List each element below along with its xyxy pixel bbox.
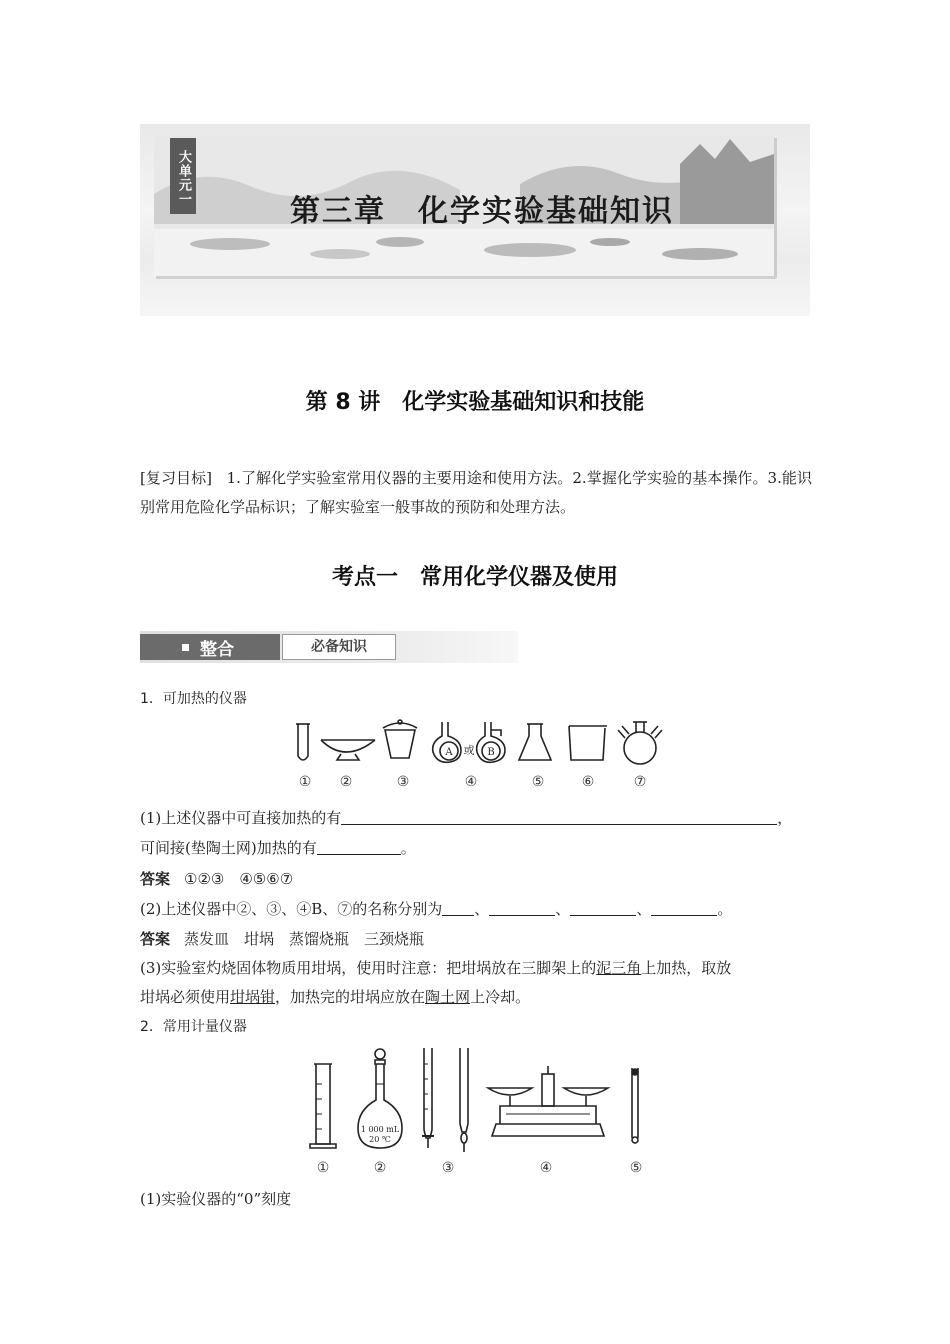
base-burette-icon [460,1048,468,1152]
question-2 [140,899,732,919]
instrument-number: ② [373,1160,387,1176]
answer-label: 答案 [140,870,171,888]
three-neck-flask-icon [618,722,662,764]
instrument-number: ③ [441,1160,455,1176]
instrument-number: ④ [464,774,478,790]
review-objectives [140,464,812,522]
square-bullet-icon [182,644,189,651]
question-text: (2)上述仪器中②、③、④B、⑦的名称分别为 [140,900,443,918]
question-1-line-1 [140,808,792,828]
acid-burette-icon [422,1048,434,1148]
question-text: 上冷却。 [470,988,531,1006]
question-text: 坩埚必须使用 [140,988,231,1006]
underlined-answer: 陶土网 [425,988,471,1006]
instrument-number: ④ [539,1160,553,1176]
crucible-icon [383,720,417,758]
graduated-cylinder-icon [310,1064,336,1148]
instrument-number: ⑥ [581,774,595,790]
objective-text: 1.了解化学实验室常用仪器的主要用途和使用方法。2.掌握化学实验的基本操作。3.能识别常用危险化学品标识；了解实验室一般事故的预防和处理方法。 [140,469,812,516]
instrument-number: ⑤ [531,774,545,790]
underlined-answer: 泥三角 [596,959,642,977]
flask-b-label: B [487,747,495,758]
question-text: 上加热，取放 [641,959,732,977]
instrument-number: ① [316,1160,330,1176]
answer-label: 答案 [140,930,171,948]
tag-main-label: 整合 [200,640,234,660]
beaker-icon [569,726,607,760]
instrument-number: ③ [396,774,410,790]
flask-volume-label: 1 000 mL [360,1125,400,1134]
heatable-instruments-figure [285,718,665,770]
punctuation: 、 [555,900,571,918]
thermometer-icon [632,1068,638,1143]
chapter-banner [140,124,810,316]
question-1-line-2 [140,838,416,858]
answer-text: ①②③ ④⑤⑥⑦ [184,870,294,888]
answer-1 [140,869,293,889]
punctuation: 、 [474,900,490,918]
question-3-line-2 [140,987,530,1007]
answer-blank [651,900,717,916]
instrument-number: ① [298,774,312,790]
conical-flask-icon [519,724,551,760]
test-tube-icon [296,724,310,760]
unit-tag: 大单元一 [170,138,196,214]
instrument-number: ⑦ [633,774,647,790]
measuring-instruments-figure [300,1044,650,1156]
lecture-title: 第 8 讲 化学实验基础知识和技能 [305,390,645,415]
instrument-number: ⑤ [629,1160,643,1176]
objective-label: [复习目标] [140,469,213,487]
punctuation: ， [777,809,793,827]
underlined-answer: 坩埚钳 [230,988,276,1006]
flask-temperature-label: 20 ℃ [369,1135,391,1144]
punctuation: 。 [717,900,733,918]
chapter-title: 第三章 化学实验基础知识 [290,194,674,229]
evaporating-dish-icon [321,740,375,760]
heading-measuring-instruments: 2．常用计量仪器 [140,1019,247,1035]
answer-blank [489,900,555,916]
answer-blank [341,809,777,825]
question-text: (3)实验室灼烧固体物质用坩埚，使用时注意：把坩埚放在三脚架上的 [140,959,597,977]
section-tag-bar [140,631,518,663]
balance-icon [488,1066,608,1136]
instrument-number: ② [339,774,353,790]
punctuation: 。 [400,839,416,857]
answer-blank [317,839,401,855]
answer-blank [570,900,636,916]
flask-a-label: A [445,747,453,758]
tag-sub-label: 必备知识 [282,634,396,660]
question-text: ，加热完的坩埚应放在 [275,988,426,1006]
answer-text: 蒸发皿 坩埚 蒸馏烧瓶 三颈烧瓶 [184,930,425,948]
answer-blank [442,900,474,916]
flask-or-label: 或 [463,744,475,757]
question-text: 可间接(垫陶土网)加热的有 [140,839,317,857]
heading-heatable-instruments: 1．可加热的仪器 [140,691,247,707]
question-text: (1)上述仪器中可直接加热的有 [140,809,342,827]
measuring-question-1: (1)实验仪器的“0”刻度 [140,1190,292,1208]
section-title: 考点一 常用化学仪器及使用 [331,565,618,590]
question-3-line-1 [140,958,731,978]
answer-2 [140,929,424,949]
punctuation: 、 [636,900,652,918]
